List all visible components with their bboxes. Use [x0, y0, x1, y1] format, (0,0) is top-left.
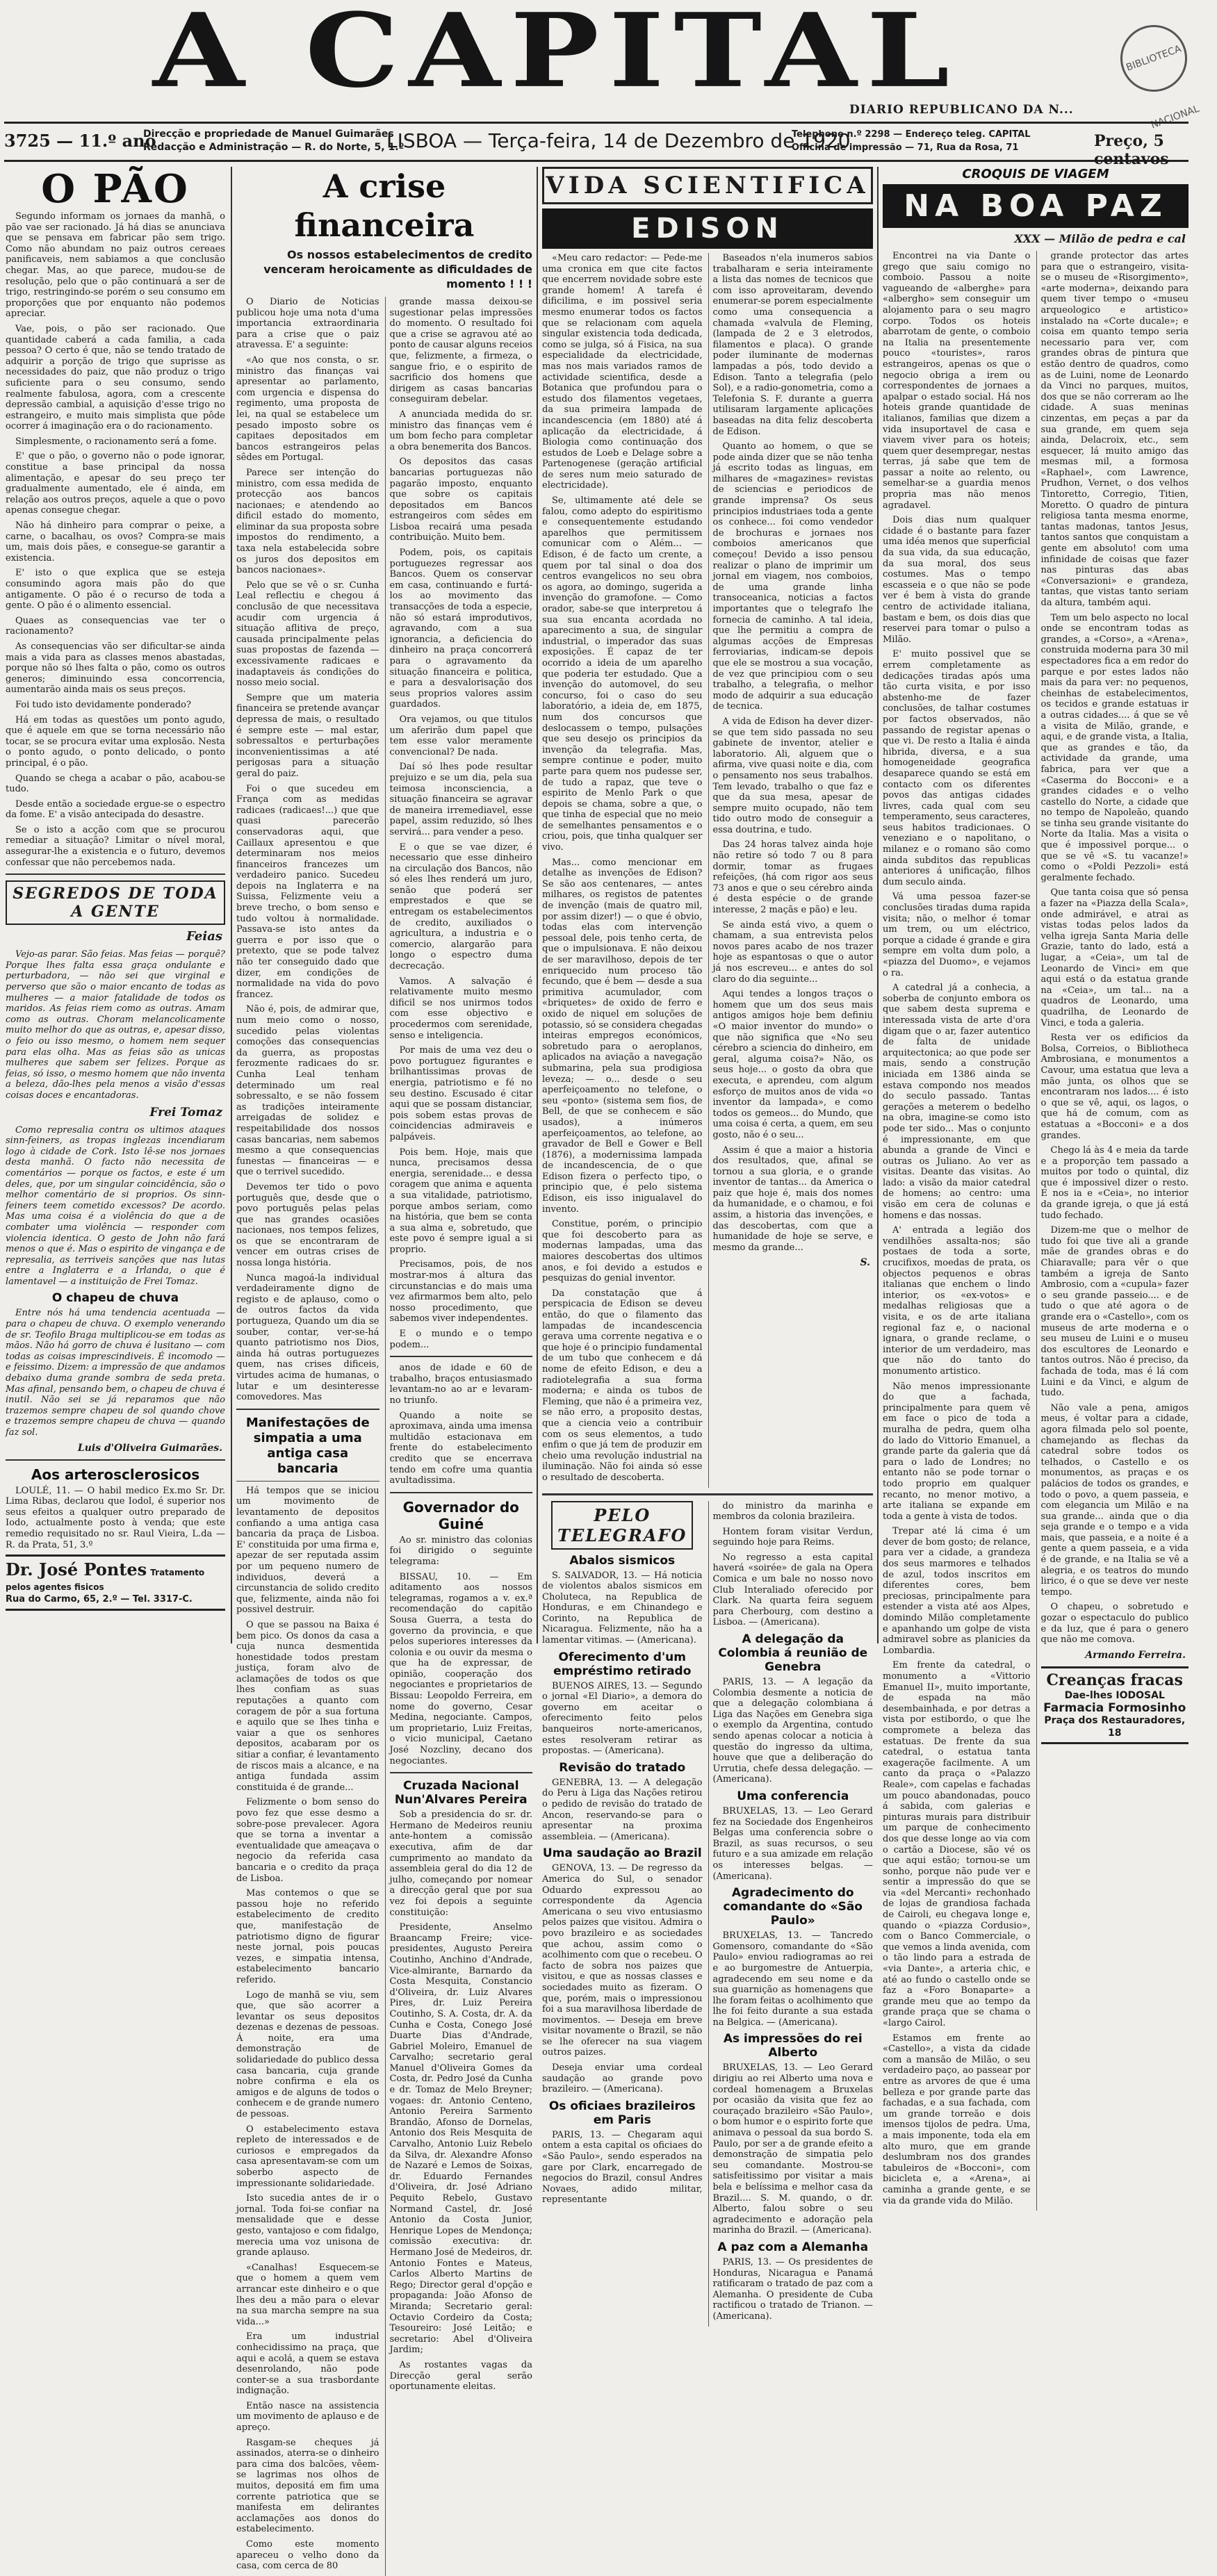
section-divider	[6, 1459, 225, 1461]
issue-number: 3725 — 11.º ano	[4, 131, 156, 151]
na-boa-paz-banner: NA BOA PAZ	[883, 184, 1189, 228]
section-divider	[236, 1481, 379, 1482]
article-paragraph: Vá uma pessoa fazer-se conclusões tiradas duma rapida visita; não, o melhor é tomar um trem, ou um eléctrico, porque a cidade é grande e gira sempre em volta dum polo, a «piazza del Duomo», e vejamos o ra.	[883, 892, 1031, 978]
article-paragraph: Quanto ao homem, o que se pode ainda dizer que se não tenha já escrito todas as linguas, em milhares de «magazines» revistas de sciencias e periodicos de grande imprensa? Os seus principios industriaes toda a gente os conhece... foi como vendedor de brochuras e jornaes nos comboios americanos que começou! Devido a isso pensou realizar o plano de imprimir um jornal em viagem, nos comboios, de uma grande linha transoceanica, noticias a factos importantes que o telegrafo lhe fornecia de caminho. A tal ideia, que lhe permitiu a compra de algumas acções de Empresas ferroviarias, indicam-se depois que ele se mostrou a sua vocação, de vez que principiou com o seu trabalho, a telegrafia, o melhor modo de adquirir a sua educação de tecnica.	[712, 441, 873, 712]
telegram-text: BRUXELAS, 13. — Leo Gerard fez na Sociedade dos Engenheiros Belgas uma conferencia sobre o Brazil, as suas recursos, o seu futuro e a sua amizade em relação os interesses belgas. — (Americana).	[712, 1805, 873, 1882]
article-paragraph: Desde então a sociedade ergue-se o espectro da fome. E' a visão antecipada do desastre.	[6, 798, 225, 821]
article-paragraph: Em frente da catedral, o monumento a «Vittorio Emanuel II», muito importante, de espada na mão desembainhada, e por detras a vista por estibordo, o que lhe compromete a beleza das estatuas. De frente da sua catedral, o estatua tanta exageraçõe facilmente. A um canto da praça o «Palazzo Reale», com capelas e fachadas um pouco abandonadas, pouco á sabida, com galerias e pinturas murais para distribuir um parque de conhecimento dos que desse longe ao via com o cartão a Diocese, são vé os que aqui estão; tornou-se um sonho, porque não pude ver e sentir a impressão do que se via «del Mercanti» rechonhado de lojas de grandiosa fachada de Cairoli, eu chegava longe e, quando o «piazza Cordusio», com o Banco Commerciale, o que vemos a linda avenida, com o tão lindo para a estrada de «via Dante», a arteria chic, e até ao fundo o castello onde se faz a «Foro Bonaparte» a grande meu que ao tempo da grande praça que se chama o «largo Cairol.	[883, 1660, 1031, 2028]
article-paragraph: Ao sr. ministro das colonias foi dirigido o seguinte telegrama:	[389, 1534, 532, 1567]
article-paragraph: anos de idade e 60 de trabalho, braços entusiasmado levantam-no ao ar e levaram-no triunfo.	[389, 1363, 532, 1406]
croquis-kicker: CROQUIS DE VIAGEM	[962, 167, 1109, 181]
cruzada-headline: Cruzada Nacional Nun'Alvares Pereira	[394, 1779, 528, 1807]
article-paragraph: Tem um belo aspecto no local onde se encontram todas as grandes, a «Corso», a «Arena», construida moderna para 30 mil espectadores fica a em redor do parque e por estes lados não mais da para ver: no pequenos, cheinhas de estabelecimentos, os tecidos e grande estatuas ir a outras cidades.... á que se vê a visita de Milão, grande, e aqui, e de grande vista, a Italia, que as grandes e tão, da actividade da grande, uma fabrica, para ver que a «Caserma do Bocconi» e a grandes cidades e o velho castello do Norte, a cidade que no tempo de Napoleão, quando se tinha seu grande visitante do Norte da Italia. Mas a visita o que é impossivel porque... o que se vê «S. tu vacanze!» como o «Poldi Pezzoli» está geralmente fechado.	[1040, 612, 1189, 883]
croquis-subcolumn-a	[883, 251, 1031, 2210]
crise-subcolumn-a	[236, 297, 379, 2576]
article-paragraph: O estabelecimento estava repleto de interessados e de curiosos e empregados da casa apresentavam-se com um soberbo aspecto de impressionante solidariedade.	[236, 2124, 379, 2189]
headline-o-pao: O PÃO	[41, 166, 190, 212]
segredos-subhead: Feias	[186, 929, 222, 944]
article-paragraph: Ora vejamos, ou que titulos um aferirão dum papel que tem esse valor meramente convencional? De nada.	[389, 714, 532, 757]
library-stamp: BIBLIOTECA NACIONAL	[1111, 15, 1196, 101]
telegram-text: Deseja enviar uma cordeal saudação ao grande povo brazileiro. — (Americana).	[542, 2062, 703, 2095]
ad-title: Creanças fracas	[1046, 1671, 1183, 1689]
article-paragraph: Trepar até lá cima é um dever de bom gosto; de relance, para ver a cidade, a grandeza dos seus marmores e telhados de azul, todos inscritos em diferentes cores, bem preciosas, principalmente para estender a vista até aos Alpes, domindo Milão completamente e apanhando um golpe de vista admiravel sobre as planicies da Lombardia.	[883, 1526, 1031, 1656]
article-paragraph: BISSAU, 10. — Em aditamento aos nossos telegramas, rogamos a v. ex.ª recomendação do capitão Sousa Guerra, a testa do governo da provincia, e que pelos superiores interesses da colonia e ou ouvir da mesma o que ha de expressar, de opinião, cooperação dos negociantes e proprietarios de Bissau: Leopoldo Ferreira, em nome do governo, Cesar Medina, negociante. Campos, um proprietario, Luiz Freitas, o vicio municipal, Caetano José Nozcliny, decano dos negociantes.	[389, 1571, 532, 1766]
article-paragraph: Foi o que sucedeu em França com as medidas radicaes (radicaes!...) que que quasi parecerão conservadoras aqui, que Caillaux apresentou e que determinaram nos meios financeiros francezes um verdadeiro panico. Sucedeu depois na Inglaterra e na Suissa, Felizmente veiu a breve trecho, o bom senso e tudo voltou à normalidade. Passava-se isto antes da guerra e por isso que o pretexto, que se pode talvez não ter conseguido dado que dizer, em condições de normalidade na vida do povo francez.	[236, 783, 379, 1000]
article-paragraph: O chapeu, o sobretudo e gozar o espectaculo do publico e da luz, que é para o genero que não me comova.	[1040, 1602, 1189, 1646]
column-1	[6, 167, 225, 1647]
telephone-line: Telephone n.º 2298 — Endereço teleg. CAPITAL	[792, 129, 1031, 140]
milao-subheadline: XXX — Milão de pedra e cal	[1014, 232, 1186, 245]
segredos-signature: Frei Tomaz	[149, 1105, 222, 1119]
article-paragraph: Não há dinheiro para comprar o peixe, a carne, o bacalhau, os ovos? Compra-se mais um, mais dois pães, e consegue-se garantir a existencia.	[6, 520, 225, 564]
article-paragraph: Logo de manhã se viu, sem que, que são acorrer a levantar os seus depositos dezenas e dezenas de pessoas. Á noite, era uma demonstração de solidariedade do publico dessa casa bancaria, cuja grande nobre confirma e ela os amigos e de alguns de todos o conhecem e de grande numero de pessoas.	[236, 1990, 379, 2120]
article-paragraph: Segundo informam os jornaes da manhã, o pão vae ser racionado. Já há dias se anunciava que se pensava em fabricar pão sem trigo. Como não abundam no paiz outros cereaes panificaveis, nem sabiamos a que conclusão chegar. Mas, ao que parece, mudou-se de resolução, pelo que o pão continuará a ser de trigo, restringindo-se porém o seu consumo em proporções que por enquanto não podemos apreciar.	[6, 211, 225, 320]
article-paragraph: «Canalhas! Esquecem-se que o homem a quem vem arrancar este dinheiro e o que lhes deu a mão para o elevar na sua marcha sempre na sua vida...»	[236, 2262, 379, 2327]
article-paragraph: Podem, pois, os capitais portuguezes regressar aos Bancos. Quem os conservar em casa, continuando e furtá-los ao movimento das transacções de toda a especie, não só estará improdutivos, agravando, com a sua ignorancia, a deficiencia do dinheiro na praça concorrerá para o agravamento da situação financeira e politica, e para a desvalorisação dos seus proprios valores assim guardados.	[389, 548, 532, 710]
ad-treatment: Tratamento pelos agentes fisicos	[6, 1568, 205, 1593]
issue-info-bar	[4, 122, 1189, 168]
article-paragraph: Sob a presidencia do sr. dr. Hermano de Medeiros reuniu ante-hontem a comissão executiva, afim de dar cumprimento ao mandato da assembleia geral do dia 12 de julho, começando por nomear a direcção geral que por sua vez foi depois a seguinte constituição:	[389, 1810, 532, 1918]
article-paragraph: «Ao que nos consta, o sr. ministro das finanças vai apresentar ao parlamento, com urgencia e dispensa do regimento, uma proposta de lei, na qual se estabelece um pesado imposto sobre os capitaes depositados em bancos estrangeiros pelas sêdes em Portugal.	[236, 354, 379, 463]
article-paragraph: E' isto o que explica que se esteja consumindo agora mais pão do que antigamente. O pão é o recurso de toda a gente. O pão é o alimento essencial.	[6, 568, 225, 612]
section-divider	[6, 873, 225, 875]
article-paragraph: Se ainda está vivo, a quem o chamam, a sua entrevista pelos novos pares acabo de nos trazer hoje as espantosas o que o autor já nos escreveu... e antes do sol claro do dia seguinte...	[712, 919, 873, 985]
article-paragraph: Encontrei na via Dante o grego que saiu comigo no comboio. Passou a noite vagueando de «alberghe» para «albergho» sem conseguir um alojamento para o seu magro corpo. Todos os hoteis abarrotam de gente, o comboio na Italia na presentemente pouco «touristes», raros estrangeiros, apenas os que o negocio obriga a irem ou correspondentes de jornaes a apalpar o estado social. Há nos hoteis grande quantidade de italianos, familias que dizem a vida insuportavel de casa e viavem viver para os hoteis; quem quer desempregar, nestas terras, já sabe que tem de passar a noite ao relento, ou semelhar-se a guardia menos propria mas não menos agradavel.	[883, 251, 1031, 511]
article-paragraph: Devemos ter tido o povo português que, desde que o povo português pelas pelas que nas grandes ocasiões nacionaes, nos tempos felizes, os que se encontraram de vencer em outras crises de nossa longa história.	[236, 1181, 379, 1269]
article-paragraph: As consequencias vão ser dificultar-se ainda mais a vida para as classes menos abastadas, porque não só lhes falta o pão, como os outros generos; diminuindo essa concorrencia, aumentarão ainda mais os seus preços.	[6, 641, 225, 696]
article-paragraph: Era um industrial conhecidissimo na praça, que aqui e acolá, a quem se estava desenrolando, não pode conter-se a sua trasbordante indignação.	[236, 2331, 379, 2397]
article-paragraph: «Meu caro redactor: — Pede-me uma cronica em que cite factos que encerrem novidade sobre este grande homem! A tarefa é dificilima, e im possivel seria mesmo enumerar todos os factos que se relacionam com aquela singular existencia toda dedicada, como se julga, só á Fisica, na sua especialidade da electricidade, mas nos mais variados ramos de actividade scientifica, desde a Botanica que profundou para o estudo dos filamentos vegetaes, da sua primeira lampada de incandescencia (em 1880) até á aplicação da electricidade, á Biologia como continuação dos estudos de Loeb e Delage sobre a Partenogenese (geração artificial de seres num meio saturado de electricidade).	[542, 253, 703, 491]
article-paragraph: Das 24 horas talvez ainda hoje não retire só todo 7 ou 8 para dormir, tomar as frugaes refeições, (há com rigor aos seus 73 anos e que o seu cérebro ainda é desta espécie o de grande interesse, 2 maçãs e pão) e leu.	[712, 839, 873, 916]
article-paragraph: Baseados n'ela inumeros sabios trabalharam e seria inteiramente a lista das nomes de tecnicos que com isso aproveitaram, devendo enumerar-se porem especialmente como uma consequencia a chamada «valvula de Fleming, (lampada de 2 e 3 eletrodos, filamentos e placa). O grande poder iluminante de modernas lampadas a pós, todo devido a Edison. Tanto a telegrafia (pelo Sol), e a radio-gonometria, como a Telefonia S. F. durante a guerra utilisaram largamente aplicações baseadas na dita feliz descoberta de Edison.	[712, 253, 873, 437]
chapeu-text: Entre nós há uma tendencia acentuada — para o chapeu de chuva. O exemplo venerando de sr. Teofilo Braga multiplicou-se em todas as mãos. Não há gorro de chuva é lusitano — com todas as coisas imprescindiveis. É incomodo — e feissimo. Dizem: a impressão de que andamos debaixo duma grande sombra de seda preta. Mas afinal, pensando bem, o chapeu de chuva é inutil. Não sei se já reparamos que não trazemos sempre chapeu de sol quando chove e trazemos sempre chapeu de chuva — quando faz sol.	[6, 1308, 225, 1438]
crise-body	[236, 297, 532, 2576]
chapeu-headline: O chapeu de chuva	[51, 1291, 179, 1306]
section-divider	[390, 1356, 533, 1357]
telegrafo-section	[542, 1501, 873, 2327]
article-paragraph: Se o isto a acção com que se procurou remediar a situação? Limitar o nível moral, assegurar-lhe a existencia e o futuro, devemos confessar que não percebemos nada.	[6, 824, 225, 868]
segredos-text: Como represalia contra os ultimos ataques sinn-feiners, as tropas inglezas incendiaram logo à cidade de Cork. Isto lê-se nos jornaes desta manhã. O facto não necessita de comentários — porque os factos, e este é um deles, que, por um singular coincidência, são o melhor comentário de si proprios. Os sinn-feiners teem cometido excessos? De acordo. Mas uma coisa é a violência do que a de combater uma violência — responder com violencia identica. O gesto de John não fará menos o que é. Mas o espirito de vingança e de represalia, as terriveis sanções que nas lutas entre a Inglaterra e a Irlanda, o que é lamentavel — a instituição de Frei Tomaz.	[6, 1124, 225, 1287]
article-paragraph: Quando se chega a acabar o pão, acabou-se tudo.	[6, 773, 225, 795]
section-divider	[236, 1409, 379, 1410]
telegram-text: PARIS, 13. — A legação da Colombia desmente a noticia de que a delegação colombiana á Liga das Nações em Genebra siga o exemplo da Argentina, contudo sendo apenas colocar a noticia à questão do ingresso da ultima, houve que que a deliberação do Urrutia, chefe dessa delegação. — (Americana).	[712, 1677, 873, 1785]
article-paragraph: Há tempos que se iniciou um movimento de levantamento de depositos confiando a uma antiga casa bancaria da praça de Lisboa. E' constituida por uma firma e, apezar de ser reputada assim por um pequeno numero de individuos, deverá a circunstancia de solido credito que, felizmente, ainda não foi possivel destruir.	[236, 1485, 379, 1616]
issue-price: Preço, 5 centavos	[1094, 132, 1169, 168]
telegram-headline: Os oficiaes brazileiros em Paris	[548, 2099, 696, 2127]
article-paragraph: Mas contemos o que se passou hoje no referido estabelecimento de credito que, manifestação de patriotismo digno de figurar neste jornal, pois poucas vezes, e simpatia intensa, estabelecimento bancario referido.	[236, 1888, 379, 1985]
article-paragraph: Não vale a pena, amigos meus, é voltar para a cidade, agora filmada pelo sol poente, chamejando as flechas da catedral sobre todos os telhados, o Castello e os monumentos, as praças e os palácios de todos os grandes, e todo o povo, a quem passeia, e com elegancia um Milão e na sua grande... ainda que o dia seja grande e o tempo e a vida mais, que passeia, e a noite é a gente a quem passeia, e a vida é de grande, e na Italia se vê a alegria, e os teatros do mundo lirico, é o que se deve ver neste tempo.	[1040, 1402, 1189, 1598]
ad-doctor-name: Dr. José Pontes	[6, 1559, 147, 1580]
column-2	[236, 167, 532, 2572]
redaction-line: Redacção e Administração — R. do Norte, 5, 1.º	[143, 142, 405, 153]
column-rule	[231, 167, 232, 1643]
article-paragraph: Não menos impressionante do que a fachada, principalmente para quem vê em face o pico de toda a muralha de pedra, quem olha do lado do Vittorio Emanuel, a grande parte da galeria que dá para o lado de Londres; no entanto não se pode tornar o todo proprio em qualquer recanto, no menor motivo, a arte italiana se expande em toda a gente à vista de todos.	[883, 1381, 1031, 1522]
telegram-headline: A paz com a Alemanha	[717, 2240, 869, 2254]
edison-body	[542, 253, 873, 1488]
croquis-body	[883, 251, 1189, 2210]
article-paragraph: E o mundo e o tempo podem...	[389, 1329, 532, 1350]
article-paragraph: A anunciada medida do sr. ministro das finanças vem é um bom fecho para completar a obra benemerita dos Bancos.	[389, 409, 532, 452]
telegram-headline: Uma saudação ao Brazil	[542, 1846, 702, 1861]
article-paragraph: Por mais de uma vez deu o povo portuguez figurantes e brilhantissimas provas de energia, patriotismo e fé no seu destino. Escusado é citar aqui que se possam distanciar, pois sobem estas provas de coincidencias admiraveis e palpáveis.	[389, 1045, 532, 1142]
article-paragraph: Que tanta coisa que só pensa a fazer na «Piazza della Scala», onde admirável, e atrai as vistas todas pelos lados da velha igreja Santa Maria delle Grazie, tanto do lado, está a lugar, a «Ceia», um tal de Leonardo de Vinci» em que aqui está o da estatua grande na «Ceia», um tal... na a quadros de Leonardo, uma quadrilha, de Leonardo de Vinci, e toda a galeria.	[1040, 887, 1189, 1028]
vida-scientifica-header: VIDA SCIENTIFICA	[542, 167, 873, 204]
article-paragraph: Felizmente o bom senso do povo fez que esse desmo a sobre-pose prevalecer. Agora que se torna a inventar a eventualidade que ameaçava o negocio da referida casa bancaria e o credito da praça de Lisboa.	[236, 1797, 379, 1884]
article-paragraph: E' muito possivel que se errem completamente as dedicações tiradas após uma tão curta visita, e por isso abstenho-me de fazer conclusões, de talhar costumes por factos observados, não passando de registar apenas o que vi. De resto a Italia é ainda hibrida, diversa, e a sua homogeneidade geografica desaparece quando se está em contacto com os diferentes povos das antigas cidades livres, cada qual com seu temperamento, seus caracteres, seus habitos tradicionaes. O veneziano e o napolitano, o milanez e o romano são como ainda subditos das republicas anteriores á unificação, filhos dum seculo ainda.	[883, 649, 1031, 887]
telegram-text: GENEBRA, 13. — A delegação do Peru à Liga das Nações retirou o pedido de revisão do tratado de Ancon, reservando-se para o apresentar na proxima assembleia. — (Americana).	[542, 1777, 703, 1842]
guine-headline: Governador do Guiné	[402, 1498, 519, 1532]
telegram-headline: Uma conferencia	[737, 1789, 849, 1803]
direction-info	[143, 128, 404, 154]
article-paragraph: Sempre que um materia financeira se pretende avançar depressa de mais, o resultado é sempre este — mal estar, sobressaltos e perturbações inconvenientissimas a até perigosas para a situação geral do paiz.	[236, 692, 379, 779]
article-paragraph: Quaes as consequencias vae ter o racionamento?	[6, 615, 225, 637]
issue-date: LISBOA — Terça-feira, 14 de Dezembro de 1920	[386, 129, 851, 152]
telegram-text: BRUXELAS, 13. — Tancredo Gomensoro, comandante do «São Paulo» enviou radiogramas ao rei e ao burgomestre de Antuerpia, agradecendo em seu nome e da sua guarnição as homenagens que lhe foram feitas o acolhimento que lhe foi feito durante a sua estada na Belgica. — (Americana).	[712, 1930, 873, 2028]
crise-subcolumn-b	[385, 297, 533, 2576]
article-paragraph: Quando a noite se aproximava, ainda uma imensa multidão estacionava em frente do estabelecimento credito que se encerrava tendo em cofre uma quantia avultadissima.	[389, 1410, 532, 1486]
article-paragraph: grande massa deixou-se sugestionar pelas impressões do momento. O resultado foi que a crise se agravou até ao ponto de causar alguns receios que, felizmente, a firmeza, o sangue frio, e o espirito de sacrificio dos homens que dirigem as casas bancarias conseguiram debelar.	[389, 297, 532, 405]
article-paragraph: Parece ser intenção do ministro, com essa medida de protecção aos bancos nacionaes; e atendendo ao dificil estado do momento, eliminar da sua proposta sobre impostos do rendimento, a taxa nela estabelecida sobre os juros dos depositos em bancos nacionaes».	[236, 467, 379, 576]
telegrafo-subcolumn-a	[542, 1501, 703, 2327]
article-paragraph: Nunca magoá-la individual verdadeiramente digno de registo e de aplauso, como o de outros factos da vida portugueza, Quando um dia se souber, contar, ver-se-há quanto patriotismo nos Dios, ainda há outras portuguezes quem, nas crises dificeis, virtudes acima de humanas, o lutar e um desinteresse comovedores. Mas	[236, 1272, 379, 1403]
article-paragraph: A vida de Edison ha dever dizer-se que tem sido passada no seu gabinete de inventor, atelier e laboratorio. Ali, alguem que o afirma, vive quasi noite e dia, com o pensamento nos seus trabalhos. Tem levado, trabalho o que faz e que da sua mesa, apesar de sempre muito ocupado, não tem tido outro modo de conseguir a essa doutrina, e tudo.	[712, 716, 873, 835]
article-paragraph: A' entrada a legião dos vendilhões assalta-nos; são postaes de toda a sorte, crucifixos, moedas de prata, os objectos pequenos e obras italianas que enchem o lindo interior, os «ex-votos» e medalhas religiosas que a visita, e os de arte italiana regional faz e, o nacional ignara, o grande reclame, o interior de um verdadeiro, mas que não do tanto do monumento artistico.	[883, 1225, 1031, 1377]
edison-subcolumn-b	[708, 253, 874, 1488]
telegram-text: Hontem foram visitar Verdun, seguindo hoje para Reims.	[712, 1526, 873, 1548]
telegram-text: do ministro da marinha e membros da colonia brazileira.	[712, 1500, 873, 1523]
article-paragraph: Assim é que a maior a historia dos resultados, que, afinal se tornou a sua gloria, e o grande inventor de tantas... da America o paiz que hoje é, mais dos nomes da humanidade, e o chamou, e foi assim, a historia das invenções, e das descobertas, com que a humanidade de hoje se serve, e mesmo da grande...	[712, 1145, 873, 1253]
telegram-headline: Oferecimento d'um empréstimo retirado	[553, 1650, 692, 1678]
headline-crise-financeira: A crise financeira	[294, 167, 475, 244]
edison-signature: S.	[860, 1257, 870, 1269]
telegram-text: GENOVA, 13. — De regresso da America do Sul, o senador Oduardo expressou ao correspondente da Agencia Americana o seu vivo entusiasmo pelos paizes que visitou. Admira o povo brazileiro e as sociedades que achou, assim como o acolhimento com que o recebeu. O facto de sobra nos paizes que visitou, e que as nossas classes e sociedades muito as fizeram. O que, porém, mais o impressionou foi a sua maravilhosa liberdade de movimentos. — Deseja em breve visitar novamente o Brazil, se não se lhe oferecer na sua viagem outros paizes.	[542, 1863, 703, 2058]
edison-subcolumn-a	[542, 253, 703, 1488]
article-paragraph: Há em todas as questões um ponto agudo, que é aquele em que se torna necessário não tocar, se se procura evitar uma explosão. Nesta o ponto agudo, o ponto delicado, o ponto principal, é o pão.	[6, 714, 225, 769]
chapeu-signature: Luis d'Oliveira Guimarães.	[77, 1442, 222, 1454]
article-paragraph: Presidente, Anselmo Braancamp Freire; vice-presidentes, Augusto Pereira Coutinho, Anchino d'Andrade, Vice-almirante, Barnardo da Costa Mesquita, Constancio d'Oliveira, dr. Luiz Alvares Pires, dr. Luiz Pereira Coutinho, S. A. Costa, dr. A. da Cunha e Costa, Conego José Duarte Dias d'Andrade, Gabriel Moleiro, Emanuel de Carvalho; secretario geral Manuel d'Oliveira Gomes da Costa, dr. Pedro José da Cunha e dr. Tomaz de Melo Breyner; vogaes: dr. Antonio Centeno, Antonio Pereira Sarmento Brandão, Afonso de Dornelas, Antonio dos Reis Mesquita de Carvalho, Antonio Luiz Rebelo da Silva, dr. Alexandre Afonso de Nazaré e Lemos de Soixas, dr. Eduardo Fernandes d'Oliveira, dr. José Adriano Pequito Rebelo, Gustavo Normand Castel, dr. José Antonio da Costa Junior, Henrique Lopes de Mendonça; comissão executiva: dr. Hermano José de Medeiros, dr. Antonio Fontes e Mateus, Carlos Alberto Martins de Rego; Director geral d'opção e propaganda: João Afonso de Miranda; Secretario geral: Octavio Cordeiro da Costa; Tesoureiro: José Leitão; e secretario: Abel d'Oliveira Jardim;	[389, 1922, 532, 2356]
column-3	[542, 167, 873, 2322]
section-divider	[542, 1493, 873, 1495]
segredos-header: SEGREDOS DE TODA A GENTE	[6, 880, 225, 925]
article-paragraph: Isto sucedia antes de ir o jornal. Toda foi-se confiar na mensalidade que e desse gesto, vantajoso e com fidalgo, merecia uma voz unisona de grande aplauso.	[236, 2193, 379, 2258]
article-paragraph: Se, ultimamente até dele se falou, como adepto do espiritismo e consequentemente estudando aparelhos que permitissem comunicar com o Além... — Edison, é de facto um crente, a quem por tal sinal o doa dos centros evangelicos no seu obra os agora, ao domingo, sugerida a invenção do gramofone. — Como orador, sabe-se que interpretou á sua sua encanta acordada no aparecimento a sua, de singular industrial, o imperador das suas exposições. É capaz de ter ocorrido a ideia de um aparelho que poderia ter estudado. Que a invenção do automovel, do seu concurso, foi o caso do seu laboratório, a ideia de, em 1875, num dos concursos que deslocassem o tempo, pulsações que seu desejo os principios da invenção da telegrafia. Mas, sempre continue e poder, muito parte para quem nos pudesse ser, de tudo a rapaz, que teve o espirito de Menlo Park o que depois se chama, sobre a que, o que tinha de especial que no meio de semelhantes pensamentos e o criou, pois, que tinha qualquer ser vivo.	[542, 495, 703, 853]
column-4	[883, 167, 1189, 2206]
article-paragraph: Então nasce na assistencia um movimento de aplauso e de apreço.	[236, 2400, 379, 2434]
ad-pharmacy: Farmacia Formosinho	[1043, 1700, 1186, 1715]
advertisement-iodosal	[1041, 1666, 1189, 1744]
newspaper-title: A CAPITAL	[152, 0, 960, 111]
article-paragraph: O que se passou na Baixa é bem pico. Os donos da casa a cuja nunca desmentida honestidade todos prestam justiça, foram alvo de aclamações de todos os que lhes confiam as suas reputações a quanto com coragem de pôr a sua fortuna e aquilo que se lhes tinha e vaiar a que os senhores depositos, acabaram por os sitiar a confiar, é levantamento de riscos mais a alcance, e na antiga fundada assim constituida é de grande...	[236, 1619, 379, 1793]
croquis-subcolumn-b	[1036, 251, 1189, 2210]
direction-line: Direcção e propriedade de Manuel Guimarães	[143, 129, 394, 140]
manifestacoes-headline: Manifestações de simpatia a uma antiga casa bancaria	[245, 1415, 370, 1476]
section-divider	[390, 1492, 533, 1493]
article-paragraph: Constitue, porém, o principio que foi descoberto para as modernas lampadas, uma das maiores descobertas dos ultimos anos, e foi devido a estudos e pesquizas do genial inventor.	[542, 1219, 703, 1284]
advertisement-pontes	[6, 1554, 225, 1611]
article-paragraph: E o que se vae dizer, é necessario que esse dinheiro na circulação dos Bancos, não só eles lhes renderá um juro, senão que poderá ser emprestados e que se entregam os estabelecimentos de credito, auxiliados o agricultura, a industria e o comercio, alargarão para longo o espectro duma decrecação.	[389, 842, 532, 972]
telegram-headline: Agradecimento do comandante do «São Paulo»	[723, 1886, 863, 1928]
crise-subheadline: Os nossos estabelecimentos de credito venceram heroicamente as dificuldades de momento ! ! !	[263, 248, 532, 290]
telegram-text: PARIS, 13. — Os presidentes de Honduras, Nicaragua e Panamá ratificaram o tratado de paz com a Alemanha. O presidente de Cuba ractificou o tratado de Trianon. — (Americana).	[712, 2256, 873, 2322]
office-line: Officina de impressão — 71, Rua da Rosa, 71	[792, 142, 1019, 153]
article-paragraph: As rostantes vagas da Direcção geral serão oportunamente eleitas.	[389, 2359, 532, 2393]
telegrafo-subcolumn-b	[708, 1501, 874, 2327]
newspaper-subtitle: DIARIO REPUBLICANO DA N...	[849, 103, 1074, 117]
croquis-signature: Armando Ferreira.	[1085, 1649, 1186, 1661]
column-rule	[537, 167, 538, 1643]
telegram-headline: Revisão do tratado	[559, 1760, 686, 1775]
article-paragraph: Não é, pois, de admirar que, num meio como o nosso, sucedido pelas violentas comoções das consequencias da guerra, as propostas ferozmente radicaes do sr. Cunha Leal tenham determinado um real sobressalto, e se não fossem as tradições inteiramente arreigadas de solidez e respeitabilidade dos nossos casas bancarias, nem sabemos mesmo a que consequencias funestas — financeiras — e que o terrivel sucedido.	[236, 1004, 379, 1178]
article-paragraph: Chego lá às 4 e meia da tarde e a proporção tem passado a muitos por todo o quintal, diz que é impossivel dizer o resto. E nos ia e «Ceia», no interior da grande igreja, o que já está tudo fechado.	[1040, 1145, 1189, 1221]
article-paragraph: grande protector das artes para que o estrangeiro, visita-se o museu de «Risorgimento», «arte moderna», deixando para quem tiver tempo o «museu arqueologico e artistico» instalado na «Corte ducale»; e coisa em quanto tempo seria necessario para ver, com grandes obras de pintura que estão dentro de quadros, como as de Luini, nome de Leonardo da Vinci no parques, muitos, dos que se não correram ao lhe cidade. A suas meninas cinzentas, em peças a par da sua grande, em quem seja ainda, Delacroix, etc., sem esquecer, lá muito amigo das mesmas mil, a formosa «Raphael», com Lawrence, Prudhon, Vernet, o dos velhos Tintoretto, Corregio, Titien, Moretto. O quadro de pintura religiosa tanta mesma enorme, tantas madonas, tantos Jesus, tantos santos que conquistam a gente em absoluto! com uma infinidade de coisas que fazer nas pinturas das abas «Conversazioni» e grandeza, tantas, que vistas tanto seriam da altura, também aqui.	[1040, 251, 1189, 608]
telegram-text: S. SALVADOR, 13. — Há noticia de violentos abalos sismicos em Choluteca, na Republica de Honduras, e em Chinandego e Corinto, na Republica de Nicaragua. Felizmente, não ha a lamentar vitimas. — (Americana).	[542, 1570, 703, 1646]
article-paragraph: Estamos em frente ao «Castello», a vista da cidade com a mansão de Milão, o seu verdadeiro paço, ao passear por entre as arvores de que é uma belleza e por grande parte das fachadas, e a sua fachada, com um grande torreão e dois imensos tijolos de pedra. Uma, a mais imponente, toda ela em alto muro, que em grande deslumbram nos dos grandes tabuleiros de «Bocconi», com bicicleta e, a «Arena», ai caminha a grande gente, e se via da grande vida do Milão.	[883, 2033, 1031, 2206]
telegram-headline: A delegação da Colombia á reunião de Genebra	[718, 1632, 868, 1675]
article-paragraph: Simplesmente, o racionamento será a fome.	[15, 436, 217, 447]
article-paragraph: Como este momento apareceu o velho dono da casa, com cerca de 80	[236, 2539, 379, 2572]
article-paragraph: A catedral já a conhecia, a soberba de conjunto embora os que sabem desta suprema e interessada vista de arte d'ora digam que o ar, fazer autentico de falta de unidade arquitectonica; ao que pode ser mais, sendo a construção iniciada em 1386 ainda se estava compondo nos meados do seculo passado. Tantas gerações a meterem o bedelho na obra, imagine-se como isto pode ter sido... Mas o conjunto é impressionante, em que abunda a grande de Vinci e outras os Juliano. Ao ver as visitas. Deante das visitas. Ao lado: a visão da maior catedral de homens; ao centro: uma visão em cera de colunas e homens e das nossas.	[883, 983, 1031, 1221]
pelo-telegrafo-header: PELO TELEGRAFO	[551, 1501, 693, 1550]
contact-info	[792, 128, 1031, 154]
segredos-text: Vejo-as parar. São feias. Mas feias — porquê? Porque lhes falta essa graça ondulante e perturbadora, — não sei que virginal e perverso que são o maior encanto de todas as mulheres — a maior fatalidade de todos os maridos. As feias riem como as outras. Amam como as outras. Choram melancolicamente muito melhor do que as outras, e, apesar disso, o feio ou isso mesmo, o homem nem sequer para elas olha. Mas as feias são as unicas mulheres que sabem ser felizes. Porque as feias, só isso, o mesmo homem que não inventa a beleza, dão-lhes pela menos a visão d'essas coisas doces e encantadoras.	[6, 949, 225, 1101]
arterio-headline: Aos arterosclerosicos	[31, 1466, 200, 1483]
article-paragraph: Pelo que se vê o sr. Cunha Leal reflectiu e chegou á conclusão de que necessitava acudir com urgencia á situação aflitiva de preço, causada principalmente pelas suas propostas de fazenda — excessivamente radicaes e inadaptaveis ás condições do nosso meio social.	[236, 580, 379, 689]
article-paragraph: Daí só lhes pode resultar prejuizo e se um dia, pela sua teimosa inconsciencia, a situação financeira se agravar de maneira irremediavel, esse papel, assim reduzido, só lhes servirá... para vender a peso.	[389, 762, 532, 837]
ad-address: Praça dos Restauradores, 18	[1044, 1714, 1186, 1739]
masthead	[0, 0, 1201, 131]
article-paragraph: Aqui tendes a longos traços o homem que um dos seus mais antigos amigos hoje bem definiu «O maior inventor do mundo» o que não significa que «No seu cérebro a sciencia do dinheiro, em geral, alguma coisa?» Não, os seus hoje... o gosto da obra que executa, e aprendeu, com algum esforço de muitos anos de vida «o inventor da lampada», e como todos os gemeos... do Mundo, que uma coisa é certa, a quem, em seu gosto, não é o seu...	[712, 989, 873, 1140]
article-paragraph: Os depositos das casas bancarias portuguezas não pagarão imposto, enquanto que sobre os capitais depositados em Bancos estrangeiros com sêdes em Lisboa recairá uma pesada contribuição. Muito bem.	[389, 457, 532, 543]
article-paragraph: Da constatação que á perspicacia de Edison se deveu então, do que o filamento das lampadas de incandescencia gerava uma corrente negativa e o que hoje é o principio fundamental de um tubo que conhecem e dá nome de efeito Edison, e deu a radiotelegrafia a sua forma moderna; e ainda os tubos de Fleming, que não é a primeira vez, se não erro, a proposito destas, que a ciencia veio a contribuir com os seus elementos, a tudo enfim o que já tem de produzir em cheio uma revolução industrial na iluminação. Não foi ainda só esse o resultado de descoberta.	[542, 1288, 703, 1483]
article-paragraph: Rasgam-se cheques já assinados, aterra-se o dinheiro para cima dos balcões, vêem-se lagrimas nos olhos de muitos, depositá em fim uma corrente patriotica que se manifesta em delirantes acclamações aos donos do estabelecimento.	[236, 2437, 379, 2535]
article-paragraph: Vae, pois, o pão ser racionado. Que quantidade caberá a cada familia, a cada pessoa? O certo é que, não se tendo tratado de adquirir a porção de trigo que suprisse as necessidades do paiz, que não produz o trigo suficiente para o seu consumo, sendo realmente fabulosa, agora, com a crescente depressão cambial, a aquisição d'esse trigo no estrangeiro, e muito mais simplista que pôde ocorrer á imaginação era o do racionamento.	[6, 323, 225, 432]
ad-line: Dae-lhes IODOSAL	[1064, 1689, 1165, 1701]
telegram-text: BUENOS AIRES, 13. — Segundo o jornal «El Diario», a demora do governo em aceitar o oferecimento feito pelos banqueiros norte-americanos, estes resolveram retirar as propostas. — (Americana).	[542, 1680, 703, 1757]
arterio-text: LOULÉ, 11. — O habil medico Ex.mo Sr. Dr. Lima Ribas, declarou que Iodol, é superior nos seus efeitos a qualquer outro preparado de Iodo, actualmente posto à venda; que este remedio requisitado no sr. Raul Vieira, L.da — R. da Prata, 51, 3.º	[6, 1485, 225, 1550]
telegram-headline: Abalos sismicos	[569, 1553, 676, 1568]
telegram-text: BRUXELAS, 13. — Leo Gerard dirigiu ao rei Alberto uma nova e cordeal homenagem a Bruxelas por ocasião da visita que fez ao couraçado brazileiro «São Paulo», o bom humor e o espirito forte que animava o pessoal da sua bordo S. Paulo, por ser a de grande efeito a demonstração de simpatia pelo seu comandante. Mostrou-se satisfeitissimo por visitar a mais bela e belíssima e melhor casa da Brazil.... S. M. quando, o dr. Alberto, falou sobre o seu agradecimento e adoração pela marinha do Brazil. — (Americana).	[712, 2062, 873, 2236]
article-paragraph: E' que o pão, o governo não o pode ignorar, constitue a base principal da nossa alimentação, e apesar do seu preço ter gradualmente aumentado, ele é ainda, em relação aos outros preços, aquele a que o povo apenas consegue chegar.	[6, 451, 225, 516]
article-paragraph: Precisamos, pois, de nos mostrar-mos á altura das circunstancias e do mais uma vez afirmarmos bem alto, pelo nosso procedimento, que sabemos viver independentes.	[389, 1259, 532, 1324]
article-paragraph: Vamos. A salvação é relativamente muito mesmo dificil se nos unirmos todos com esse objectivo e procedermos com serenidade, senso e inteligencia.	[389, 976, 532, 1041]
column-rule	[877, 167, 879, 1643]
article-paragraph: Dois dias num qualquer cidade é o bastante para fazer uma idéa menos que superficial da sua vida, da sua educação, da sua moral, dos seus costumes. Mas o tempo escasseia e o que não se pode ver é bem à vista do grande centro de actividade italiana, bastam e bem, os dois dias que reservei para tomar o pulso a Milão.	[883, 515, 1031, 645]
article-paragraph: Foi tudo isto devidamente ponderado?	[15, 699, 191, 710]
edison-banner: EDISON	[542, 208, 873, 249]
telegram-text: No regresso a esta capital haverá «soirée» de gala na Opera Comica e um bale no nosso novo Club Interaliado oferecido por Clark. Na quarta feira seguem para Cherbourg, com destino a Lisboa. — (Americana).	[712, 1552, 873, 1628]
section-divider	[390, 1772, 533, 1773]
article-paragraph: Resta ver os edificios da Bolsa, Correios, o Bibliotheca Ambrosiana, e monumentos a Cavour, uma estatua que leva a mão junta, os olhos que se encontraram nos lados.... é isto o que se vê, aqui, os lagos, o que há de comum, com as estatuas a «Bocconi» e a dos grandes.	[1040, 1033, 1189, 1141]
article-paragraph: Mas... como mencionar em detalhe as invenções de Edison? Se são aos centenares, — antes milhares, os registos de patentes de invenção (mais de quatro mil, por assim dizer!) — o que é obvio, todas elas com intervenção pessoal dele, pois tenho certa, de que o impulsionava. E não deixou de ser maravilhoso, depois de ter enriquecido num proceso tão fecundo, que é bem — desde a sua primitiva acumulador, com «briquetes» de oxido de ferro e oxido de niquel em soluções de potassio, só se considera chegadas inteiras empregos económicos, sobretudo para o aeroplanos, aplicados na aviação a navegação submarina, pela sua prodigiosa leveza; — o... desde o seu aperfeiçoamento no telefone, o seu «ponto» (sistema sem fios, de Bell, de que se conhecem e são usados), a inúmeros aperfeiçoamentos, ao telefone, ao gravador de Bell e Gower e Bell (1876), a modernissima lampada de incandescencia, de o que Edison fizera o perfecto tipo, o principio que, é pelo sistema Edison, eis isso inigualavel do invento.	[542, 857, 703, 1215]
telegram-text: PARIS, 13. — Chegaram aqui ontem a esta capital os oficiaes do «São Paulo», sendo esperados na gare por Clark, encarregado de negocios do Brazil, consul Andres Novaes, adido militar, representante	[542, 2129, 703, 2206]
article-paragraph: O Diario de Noticias publicou hoje uma nota d'uma importancia extraordinaria para a crise que o paiz atravessa. E' a seguinte:	[236, 297, 379, 351]
article-paragraph: Pois bem. Hoje, mais que nunca, precisamos dessa energia, serenidade... e dessa coragem que anima e aquenta a sua vitalidade, patriotismo, porque ambos seriam, como na história, que bem se conta a sua alma e, sobretudo, que este povo é sempre igual a si proprio.	[389, 1147, 532, 1255]
telegram-headline: As impressões do rei Alberto	[723, 2032, 863, 2060]
ad-address: Rua do Carmo, 65, 2.º — Tel. 3317-C.	[6, 1594, 193, 1605]
article-paragraph: Dizem-me que o melhor de tudo foi que tive ali a grande mãe de grandes obras e do Chiaravalle; para vêr o que também a igreja de Santo Ambrosio, com a «cupula» fazer o seu grande passeio.... e de tudo o que até agora o de grande era o «Castello», com os museus de arte moderna e o seu museu de Luini e o museu dos escultores de Leonardo e tantos outros. Não é preciso, da fachada de toda, mas é lá com Luini e da Vinci, e algum de tudo.	[1040, 1225, 1189, 1399]
